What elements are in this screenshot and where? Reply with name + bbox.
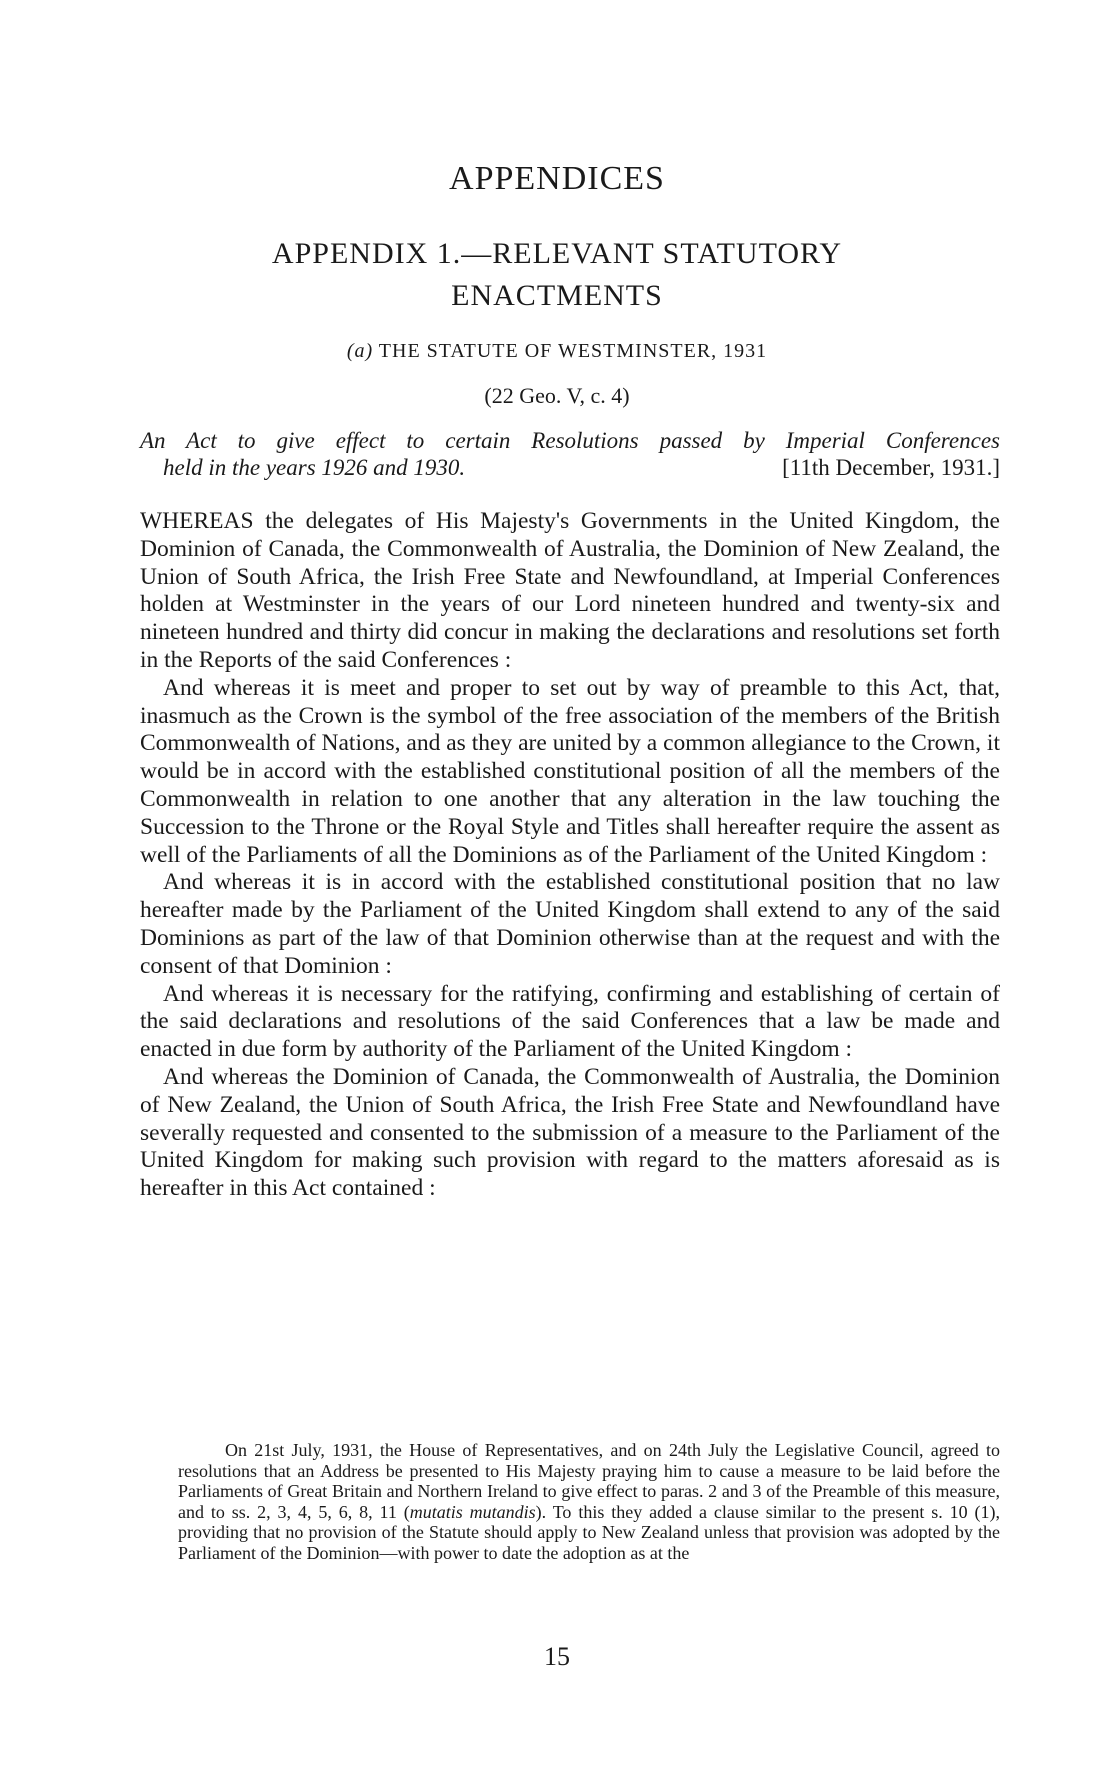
long-title-line2: held in the years 1926 and 1930.: [163, 455, 466, 480]
enactment-date: [11th December, 1931.]: [782, 455, 1000, 480]
editorial-note: [178, 1440, 1000, 1564]
appendix-title-line2: ENACTMENTS: [451, 279, 663, 312]
note-text-part2: ). To this they added a clause similar to the present s. 10 (1), providing that no provision of the Statute should apply to New Zealand unless that provision was adopted by the Parliament of the Dominion—with power to date the adoption as at the: [178, 1501, 1001, 1563]
section-label: (a): [346, 340, 374, 362]
preamble: [140, 508, 1000, 1203]
section-name: THE STATUTE OF WESTMINSTER, 1931: [378, 340, 768, 362]
appendix-title: [0, 233, 1114, 317]
note-italic-text: mutatis mutandis: [409, 1501, 536, 1522]
appendix-title-line1: APPENDIX 1.—RELEVANT STATUTORY: [271, 237, 843, 270]
preamble-paragraph: And whereas it is necessary for the ratifying, confirming and establishing of certain of the said declarations and resolutions of the said Conferences that a law be made and enacted in due form by authority of the Parliament of the United Kingdom :: [140, 980, 1000, 1063]
preamble-paragraph: And whereas it is meet and proper to set out by way of preamble to this Act, that, inasmuch as the Crown is the symbol of the free association of the members of the British Commonwealth of Nations, and as they are united by a common allegiance to the Crown, it would be in accord with the established constitutional position of all the members of the Commonwealth in relation to one another that any alteration in the law touching the Succession to the Throne or the Royal Style and Titles shall hereafter require the assent as well of the Parliaments of all the Dominions as of the Parliament of the United Kingdom :: [140, 674, 1000, 868]
long-title: [140, 427, 1000, 481]
long-title-line1: An Act to give effect to certain Resolutions passed by Imperial Conferences: [140, 428, 1000, 453]
preamble-paragraph: And whereas it is in accord with the established constitutional position that no law hereafter made by the Parliament of the United Kingdom shall extend to any of the said Dominions as part of the law of that Dominion otherwise than at the request and with the consent of that Dominion :: [140, 869, 1000, 979]
preamble-paragraph: WHEREAS the delegates of His Majesty's Governments in the United Kingdom, the Dominion of Canada, the Commonwealth of Australia, the Dominion of New Zealand, the Union of South Africa, the Irish Free State and Newfoundland, at Imperial Conferences holden at Westminster in the years of our Lord nineteen hundred and twenty-six and nineteen hundred and thirty did concur in making the declarations and resolutions set forth in the Reports of the said Conferences :: [140, 508, 1000, 673]
note-text-part1: On 21st July, 1931, the House of Representatives, and on 24th July the Legislative Council, agreed to resolutions that an Address be presented to His Majesty praying him to cause a measure to be laid before the Parliaments of Great Britain and Northern Ireland to give effect to paras. 2 and 3 of the Preamble of this measure, and to ss. 2, 3, 4, 5, 6, 8, 11 (: [178, 1440, 1000, 1522]
preamble-paragraph: And whereas the Dominion of Canada, the Commonwealth of Australia, the Dominion of New Zealand, the Union of South Africa, the Irish Free State and Newfoundland have severally requested and consented to the submission of a measure to the Parliament of the United Kingdom for making such provision with regard to the matters aforesaid as is hereafter in this Act contained :: [140, 1063, 1000, 1202]
page-number: 15: [544, 1642, 570, 1671]
statute-citation: (22 Geo. V, c. 4): [484, 383, 630, 408]
section-title: [0, 340, 1114, 363]
page-heading: APPENDICES: [449, 160, 665, 197]
